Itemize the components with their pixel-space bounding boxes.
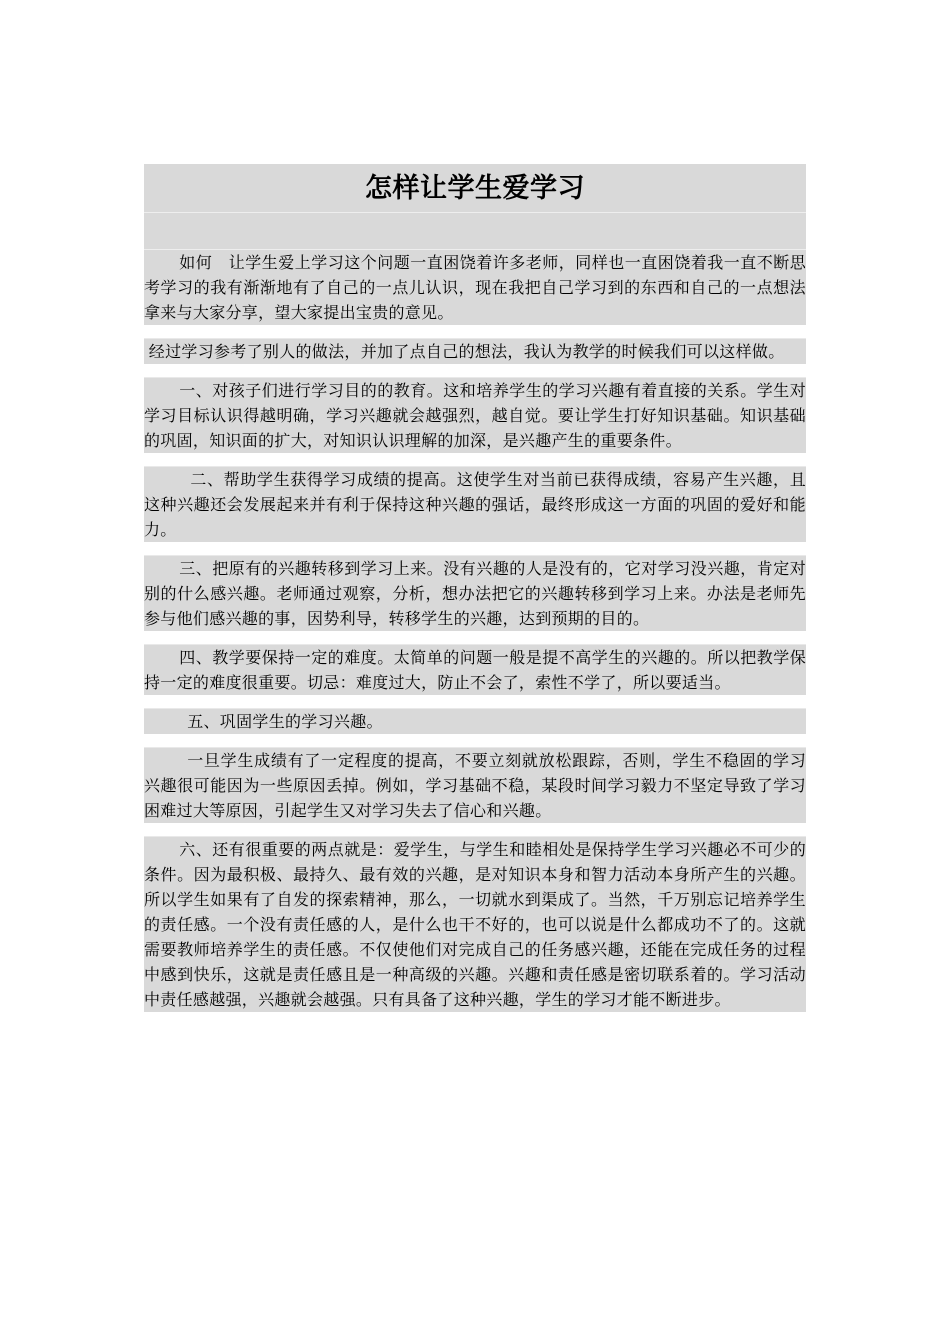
paragraph-point-4: 四、教学要保持一定的难度。太简单的问题一般是提不高学生的兴趣的。所以把教学保持一定的难度很重要。切忌：难度过大，防止不会了，索性不学了，所以要适当。 [144,644,806,695]
title-block [144,164,806,213]
paragraph-point-5: 五、巩固学生的学习兴趣。 [144,708,806,734]
paragraph-point-2: 二、帮助学生获得学习成绩的提高。这使学生对当前已获得成绩，容易产生兴趣，且这种兴趣还会发展起来并有利于保持这种兴趣的强话，最终形成这一方面的巩固的爱好和能力。 [144,466,806,542]
paragraph-point-1: 一、对孩子们进行学习目的的教育。这和培养学生的学习兴趣有着直接的关系。学生对学习目标认识得越明确，学习兴趣就会越强烈，越自觉。要让学生打好知识基础。知识基础的巩固，知识面的扩大，对知识认识理解的加深，是兴趣产生的重要条件。 [144,377,806,453]
spacer [144,213,806,250]
paragraph-approach: 经过学习参考了别人的做法，并加了点自己的想法，我认为教学的时候我们可以这样做。 [144,338,806,364]
paragraph-intro: 如何 让学生爱上学习这个问题一直困饶着许多老师，同样也一直困饶着我一直不断思考学习的我有渐渐地有了自己的一点儿认识，现在我把自己学习到的东西和自己的一点想法拿来与大家分享，望大家提出宝贵的意见。 [144,250,806,325]
paragraph-point-3: 三、把原有的兴趣转移到学习上来。没有兴趣的人是没有的，它对学习没兴趣，肯定对别的什么感兴趣。老师通过观察，分析，想办法把它的兴趣转移到学习上来。办法是老师先参与他们感兴趣的事，因势利导，转移学生的兴趣，达到预期的目的。 [144,555,806,631]
paragraph-point-6: 六、还有很重要的两点就是：爱学生，与学生和睦相处是保持学生学习兴趣必不可少的条件。因为最积极、最持久、最有效的兴趣，是对知识本身和智力活动本身所产生的兴趣。所以学生如果有了自发的探索精神，那么，一切就水到渠成了。当然，千万别忘记培养学生的责任感。一个没有责任感的人，是什么也干不好的，也可以说是什么都成功不了的。这就需要教师培养学生的责任感。不仅使他们对完成自己的任务感兴趣，还能在完成任务的过程中感到快乐，这就是责任感且是一种高级的兴趣。兴趣和责任感是密切联系着的。学习活动中责任感越强，兴趣就会越强。只有具备了这种兴趣，学生的学习才能不断进步。 [144,836,806,1012]
document-page [144,164,806,1012]
document-title: 怎样让学生爱学习 [365,172,585,204]
paragraph-point-5-detail: 一旦学生成绩有了一定程度的提高，不要立刻就放松跟踪，否则，学生不稳固的学习兴趣很可能因为一些原因丢掉。例如，学习基础不稳，某段时间学习毅力不坚定导致了学习困难过大等原因，引起学生又对学习失去了信心和兴趣。 [144,747,806,823]
